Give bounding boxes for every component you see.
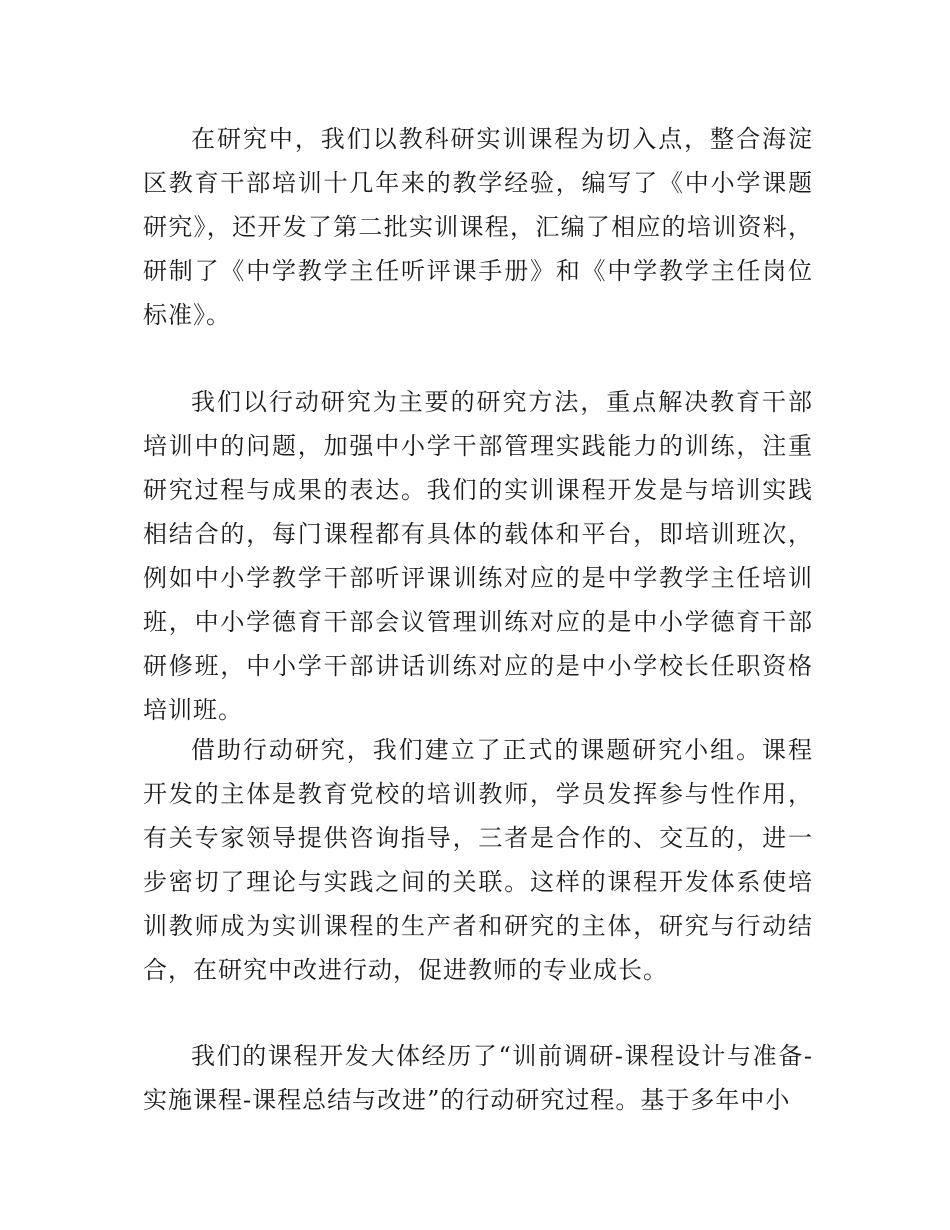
- paragraph-research-results: 在研究中，我们以教科研实训课程为切入点，整合海淀区教育干部培训十几年来的教学经验，编写了《中小学课题研究》，还开发了第二批实训课程，汇编了相应的培训资料，研制了《中学教学主任听评课手册》和《中学教学主任岗位标准》。: [143, 125, 813, 329]
- paragraph-research-group: 借助行动研究，我们建立了正式的课题研究小组。课程开发的主体是教育党校的培训教师，学员发挥参与性作用，有关专家领导提供咨询指导，三者是合作的、交互的，进一步密切了理论与实践之间的关联。这样的课程开发体系使培训教师成为实训课程的生产者和研究的主体，研究与行动结合，在研究中改进行动，促进教师的专业成长。: [143, 736, 813, 984]
- paragraph-development-process: 我们的课程开发大体经历了“训前调研-课程设计与准备-实施课程-课程总结与改进”的行动研究过程。基于多年中小: [143, 1042, 813, 1114]
- paragraph-action-research-method: 我们以行动研究为主要的研究方法，重点解决教育干部培训中的问题，加强中小学干部管理实践能力的训练，注重研究过程与成果的表达。我们的实训课程开发是与培训实践相结合的，每门课程都有具体的载体和平台，即培训班次，例如中小学教学干部听评课训练对应的是中学教学主任培训班，中小学德育干部会议管理训练对应的是中小学德育干部研修班，中小学干部讲话训练对应的是中小学校长任职资格培训班。: [143, 388, 813, 724]
